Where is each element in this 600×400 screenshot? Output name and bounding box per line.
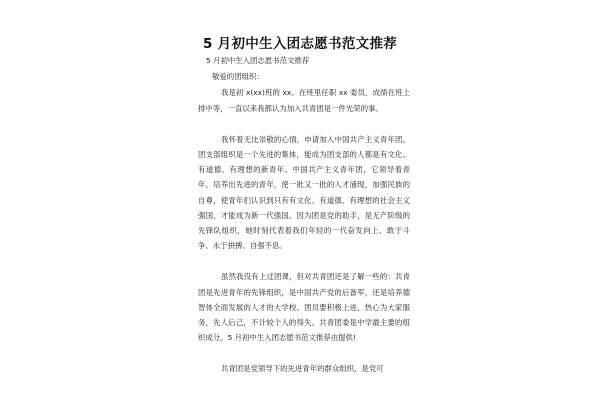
salutation: 敬爱的团组织： xyxy=(212,72,264,82)
paragraph-understanding: 虽然我没有上过团课，但对共青团还是了解一些的：共青团是先进青年的先锋组织，是中国共产党的后备军，还是培养德智体全面发展的人才的大学校。团员要积极上进，热心为大家服务，先人后己，不计较个人的得失。共青团委是中学最主要的组织成分。5 月初中生入团志愿书范文推荐由提供! xyxy=(198,272,410,343)
document-title: 5 月初中生入团志愿书范文推荐 xyxy=(202,36,398,52)
document-subtitle: 5 月初中生入团志愿书范文推荐 xyxy=(206,56,310,65)
document-body xyxy=(198,53,410,377)
paragraph-application: 我怀着无比崇敬的心情，申请加入中国共产主义青年团。团支部组织是一个先进的集体，能成为团支部的人都是有文化、有道德、有理想的新青年。中国共产主义青年团，它领导着青年，培养出先进的青年，使一批又一批的人才涌现，加强民族的自尊，使青年们认识到只有有文化、有道德、有理想的社会主义强国，才能成为新一代强国。因为团是党的助手，是无产阶级的先锋队组织，她时刻代表着我们年轻的一代奋发向上、敢于斗争、永于拼搏、自强不息。 xyxy=(198,134,410,251)
paragraph-closing: 共青团是党领导下的先进青年的群众组织，是党可 xyxy=(221,364,384,374)
paragraph-intro: 我是初 x(xx)班的 xx。在班里任职 xx 委员，成绩在班上排中等，一直以来我都认为加入共青团是一件光荣的事。 xyxy=(198,88,410,113)
